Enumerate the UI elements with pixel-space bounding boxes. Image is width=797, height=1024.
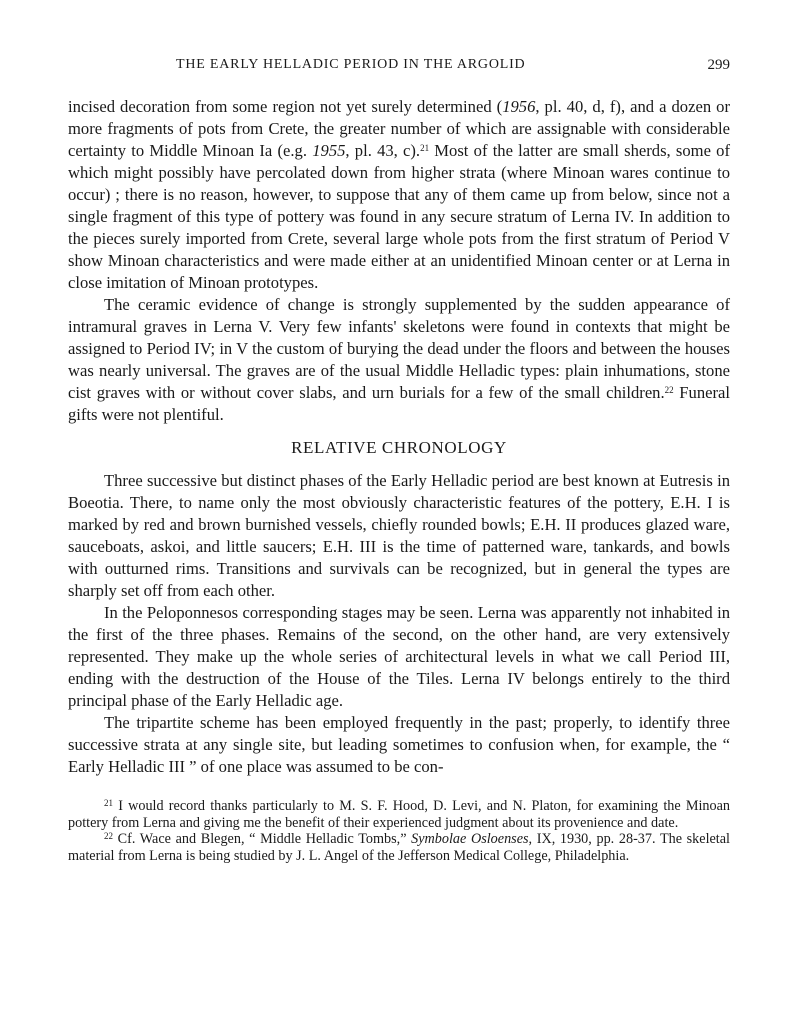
footnote-text: Cf. Wace and Blegen, “ Middle Helladic Tombs,” — [113, 831, 412, 847]
citation-year: 1956 — [502, 97, 536, 116]
footnote-text: I would record thanks particularly to M. S. F. Hood, D. Levi, and N. Platon, for examining the Minoan pottery from Lerna and giving me the benefit of their experienced judgment about its provenience and date. — [68, 798, 730, 831]
footnote-ref-22: 22 — [664, 385, 674, 395]
running-title: THE EARLY HELLADIC PERIOD IN THE ARGOLID — [176, 57, 526, 72]
page — [68, 57, 730, 864]
footnote-21 — [68, 798, 730, 831]
journal-title: Symbolae Osloenses — [411, 831, 529, 847]
page-number: 299 — [707, 57, 730, 73]
running-header — [68, 57, 730, 79]
footnote-text: , IX, 1930, pp. 28-37. The skeletal material from Lerna is being studied by J. L. Angel of the Jefferson Medical College, Philadelphia. — [68, 831, 730, 864]
body-text — [68, 96, 730, 778]
paragraph-3: Three successive but distinct phases of the Early Helladic period are best known at Eutresis in Boeotia. There, to name only the most obviously characteristic features of the pottery, E.H. I is marked by red and brown burnished vessels, chiefly rounded bowls; E.H. II produces glazed ware, sauceboats, askoi, and little saucers; E.H. III is the time of patterned ware, tankards, and bowls with outturned rims. Transitions and survivals can be recognized, but in general the types are sharply set off from each other. — [68, 471, 730, 600]
text-run: Most of the latter are small sherds, some of which might possibly have percolated down from higher strata (where Minoan wares continue to occur) ; there is no reason, however, to suppose that any of them came up from below, since not a single fragment of this type of pottery was found in any secure stratum of Lerna IV. In addition to the pieces surely imported from Crete, several large whole pots from the first stratum of Period V show Minoan characteristics and were made either at an unidentified Minoan center or at Lerna in close imitation of Minoan prototypes. — [68, 141, 730, 292]
text-run: , pl. 40, d, f), and a dozen or more fragments of pots from Crete, the greater number of which are assignable with considerable certainty to Middle Minoan Ia (e.g. — [68, 97, 730, 160]
footnote-mark: 22 — [104, 831, 113, 841]
paragraph-1 — [68, 96, 730, 294]
text-run: , pl. 43, c). — [345, 141, 421, 160]
text-run: incised decoration from some region not yet surely determined ( — [68, 97, 503, 116]
footnote-mark: 21 — [104, 798, 113, 808]
citation-year: 1955 — [312, 141, 346, 160]
paragraph-5: The tripartite scheme has been employed frequently in the past; properly, to identify three successive strata at any single site, but leading sometimes to confusion when, for example, the “ Early Helladic III ” of one place was assumed to be con- — [68, 713, 730, 776]
footnotes — [68, 798, 730, 864]
footnote-22 — [68, 831, 730, 864]
text-run: Funeral gifts were not plentiful. — [68, 383, 730, 424]
paragraph-4: In the Peloponnesos corresponding stages may be seen. Lerna was apparently not inhabited in the first of the three phases. Remains of the second, on the other hand, are very extensively represented. They make up the whole series of architectural levels in what we call Period III, ending with the destruction of the House of the Tiles. Lerna IV belongs entirely to the third principal phase of the Early Helladic age. — [68, 603, 730, 710]
footnote-ref-21: 21 — [420, 143, 430, 153]
text-run: The ceramic evidence of change is strongly supplemented by the sudden appearance of intramural graves in Lerna V. Very few infants' skeletons were found in contexts that might be assigned to Period IV; in V the custom of burying the dead under the floors and between the houses was nearly universal. The graves are of the usual Middle Helladic types: plain inhumations, stone cist graves with or without cover slabs, and urn burials for a few of the small children. — [68, 295, 730, 402]
paragraph-2 — [68, 294, 730, 426]
section-heading: RELATIVE CHRONOLOGY — [291, 438, 507, 457]
